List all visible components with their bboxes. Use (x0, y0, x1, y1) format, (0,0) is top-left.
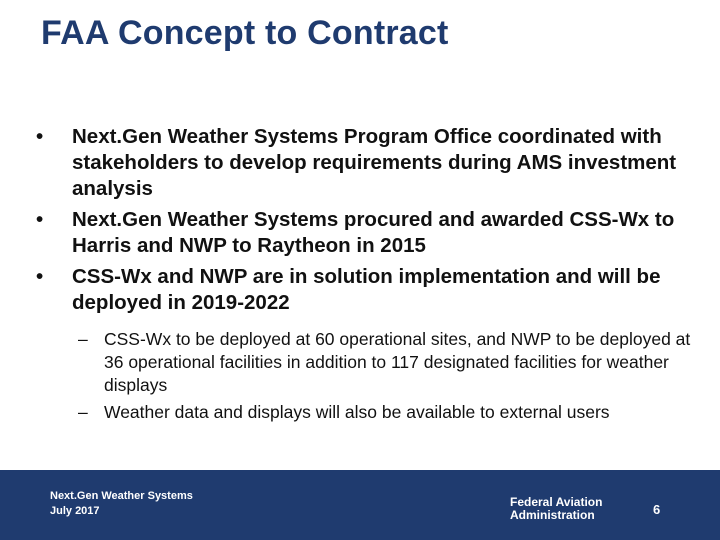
footer-date: July 2017 (50, 505, 100, 517)
footer-agency-line1: Federal Aviation (510, 495, 603, 509)
bullet-marker: • (36, 125, 44, 148)
bullet-item (30, 264, 690, 316)
sub-bullet-item (78, 401, 698, 424)
sub-bullet-marker: – (78, 329, 88, 349)
bullet-item (30, 207, 690, 259)
slide-content (30, 124, 690, 428)
sub-bullet-list (78, 328, 698, 424)
sub-bullet-marker: – (78, 402, 88, 422)
footer-agency (510, 496, 640, 522)
page-number: 6 (653, 502, 661, 517)
footer-bar (0, 470, 720, 540)
sub-bullet-text: CSS-Wx to be deployed at 60 operational sites, and NWP to be deployed at 36 operational facilities in addition to 117 designated facilities for weather displays (104, 329, 691, 395)
bullet-item (30, 124, 690, 202)
slide-title: FAA Concept to Contract (41, 14, 449, 52)
bullet-marker: • (36, 265, 44, 288)
bullet-text: Next.Gen Weather Systems procured and awarded CSS-Wx to Harris and NWP to Raytheon in 2015 (72, 208, 675, 257)
sub-bullet-item (78, 328, 698, 397)
sub-bullet-text: Weather data and displays will also be available to external users (104, 402, 610, 422)
bullet-marker: • (36, 208, 44, 231)
footer-org: Next.Gen Weather Systems (50, 490, 193, 502)
bullet-text: CSS-Wx and NWP are in solution implementation and will be deployed in 2019-2022 (72, 265, 661, 314)
bullet-text: Next.Gen Weather Systems Program Office coordinated with stakeholders to develop requirements during AMS investment analysis (72, 125, 677, 200)
footer-agency-line2: Administration (510, 508, 595, 522)
